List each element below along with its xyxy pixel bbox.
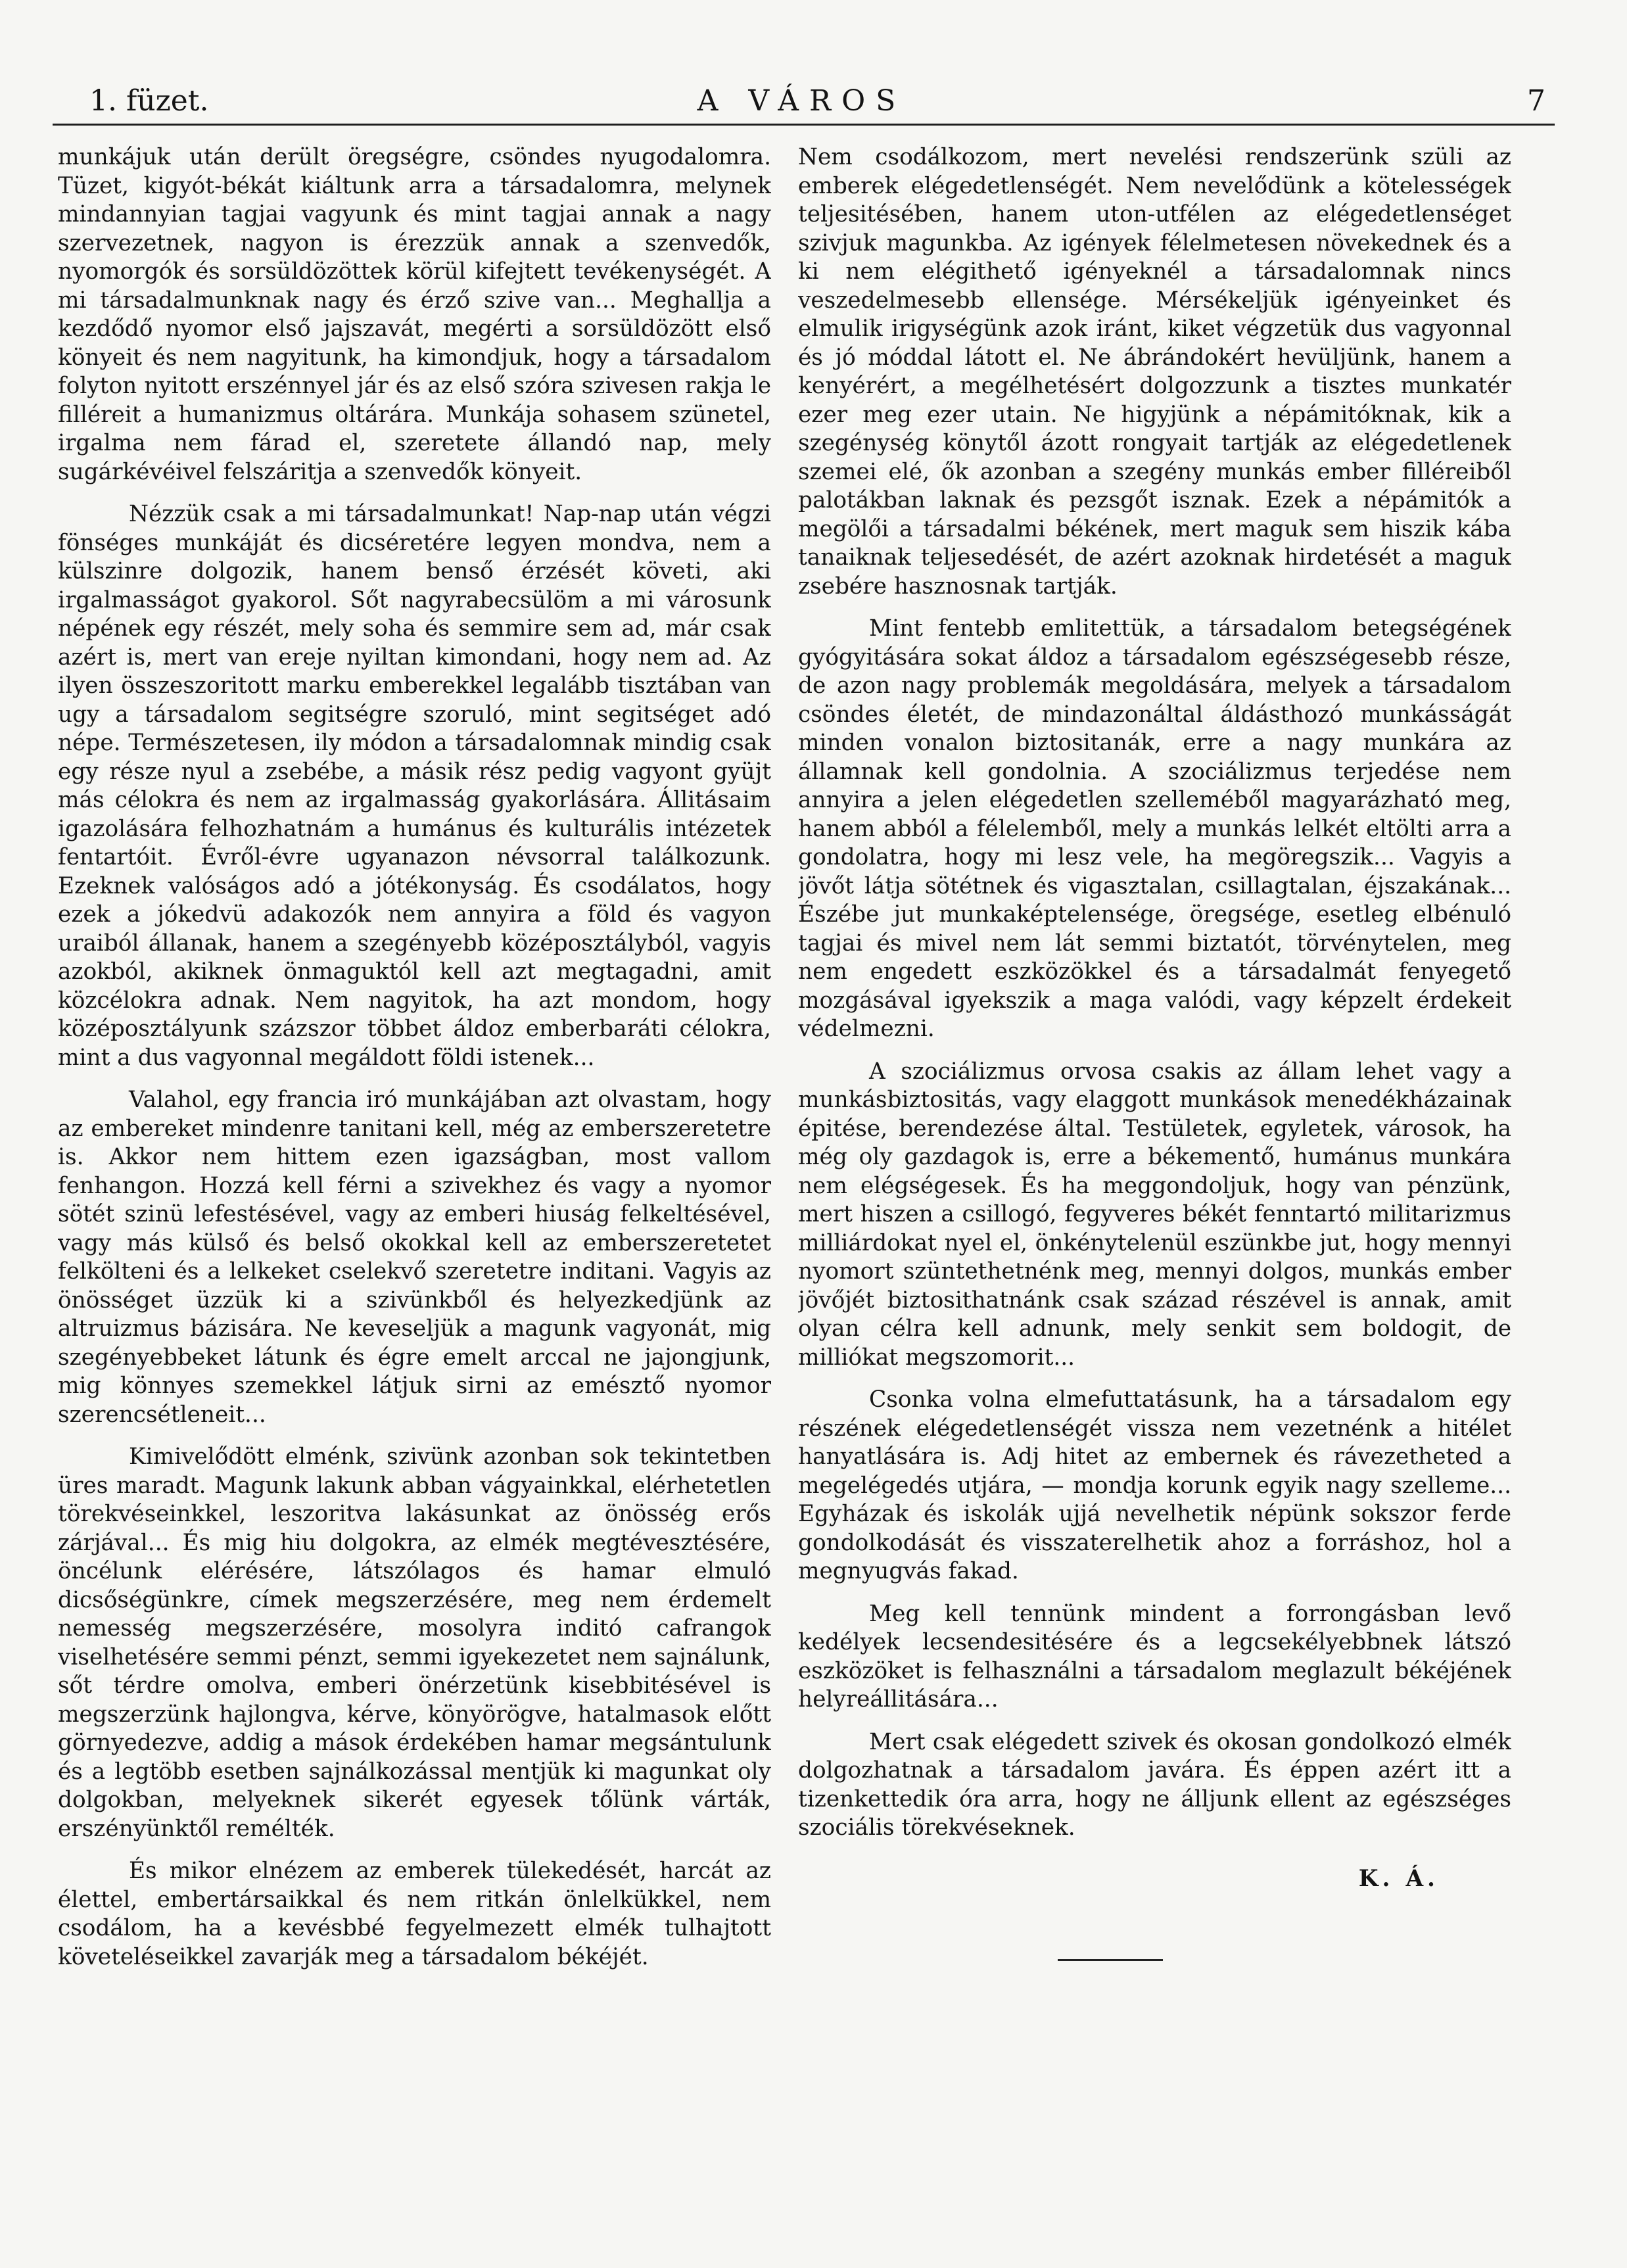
right-column: [798, 143, 1511, 2214]
page-number: 7: [1527, 84, 1545, 118]
issue-label: 1. füzet.: [89, 84, 209, 118]
end-rule: [1058, 1959, 1163, 1961]
paragraph: Kimivelődött elménk, szivünk azonban sok tekintetben üres maradt. Magunk lakunk abban vágyainkkal, elérhetetlen törekvéseinkkel, leszoritva lakásunkat az önösség erős zárjával... És mig hiu dolgokra, az elmék megtévesztésére, öncélunk elérésére, látszólagos és hamar elmuló dicsőségünkre, címek megszerzésére, meg nem érdemelt nemesség megszerzésére, mosolyra inditó cafrangok viselhetésére semmi pénzt, semmi igyekezetet nem sajnálunk, sőt térdre omolva, emberi önérzetünk kisebbitésével is megszerzünk hajlongva, kérve, könyörögve, hatalmasok előtt görnyedezve, addig a mások érdekében hamar megsántulunk és a legtöbb esetben sajnálkozással mentjük ki magunkat oly dolgokban, melyeknek sikerét egyesek tőlünk várták, erszényünktől remélték.: [58, 1444, 771, 1842]
paragraph: Valahol, egy francia iró munkájában azt olvastam, hogy az embereket mindenre tanitani kell, még az emberszeretetre is. Akkor nem hittem ezen igazságban, most vallom fenhangon. Hozzá kell férni a szivekhez és vagy a nyomor sötét szinü lefestésével, vagy az emberi hiuság felkeltésével, vagy más külső és belső okokkal kell az emberszeretetet felkölteni és a lelkeket cselekvő szeretetre inditani. Vagyis az önösséget üzzük ki a szivünkből és helyezkedjünk az altruizmus bázisára. Ne keveseljük a magunk vagyonát, mig szegényebbeket látunk és égre emelt arccal ne jajongjunk, mig könnyes szemekkel látjuk sirni az emésztő nyomor szerencsétleneit...: [58, 1087, 771, 1428]
journal-title: A VÁROS: [697, 84, 907, 118]
paragraph: A szociálizmus orvosa csakis az állam lehet vagy a munkásbiztositás, vagy elaggott munkások menedékházainak épitése, berendezése által. Testületek, egyletek, városok, ha még oly gazdagok is, erre a békementő, humánus munkára nem elégségesek. És ha meggondoljuk, hogy van pénzünk, mert hiszen a csillogó, fegyveres békét fenntartó militarizmus milliárdokat nyel el, önkénytelenül eszünkbe jut, hogy mennyi nyomort szüntethetnénk meg, mennyi dolgos, munkás ember jövőjét biztosithatnánk csak század részével is annak, amit olyan célra kell adnunk, mely senkit sem boldogit, de milliókat megszomorit...: [798, 1058, 1511, 1371]
paragraph: Mert csak elégedett szivek és okosan gondolkozó elmék dolgozhatnak a társadalom javára. És éppen azért itt a tizenkettedik óra arra, hogy ne álljunk ellent az egészséges szociális törekvéseknek.: [798, 1728, 1511, 1841]
paragraph: Nem csodálkozom, mert nevelési rendszerünk szüli az emberek elégedetlenségét. Nem nevelődünk a kötelességek teljesitésében, hanem uton-utfélen az elégedetlenséget szivjuk magunkba. Az igények félelmetesen növekednek és a ki nem elégithető igényeknél a társadalomnak nincs veszedelmesebb ellensége. Mérsékeljük igényeinket és elmulik irigységünk azok iránt, kiket végzetük dus vagyonnal és jó móddal látott el. Ne ábrándokért hevüljünk, hanem a kenyérért, a megélhetésért dolgozzunk a tisztes munkatér ezer meg ezer utain. Ne higyjünk a népámitóknak, kik a szegénység könytől ázott rongyait tartják az elégedetlenek szemei elé, ők azonban a szegény munkás ember filléreiből palotákban laknak és pezsgőt isznak. Ezek a népámitók a megölői a társadalmi békének, mert maguk sem hiszik kába tanaiknak teljesedését, de azért azoknak hirdetését a maguk zsebére hasznosnak tartják.: [798, 144, 1511, 600]
left-column: [58, 143, 771, 2214]
paragraph: Meg kell tennünk mindent a forrongásban levő kedélyek lecsendesitésére és a legcsekélyebbnek látszó eszközöket is felhasználni a társadalom meglazult békéjének helyreállitására...: [798, 1600, 1511, 1713]
paragraph: munkájuk után derült öregségre, csöndes nyugodalomra. Tüzet, kigyót-békát kiáltunk arra a társadalomra, melynek mindannyian tagjai vagyunk és mint tagjai annak a nagy szervezetnek, nagyon is érezzük annak a szenvedők, nyomorgók és sorsüldözöttek körül kifejtett tevékenységét. A mi társadalmunknak nagy és érző szive van... Meghallja a kezdődő nyomor első jajszavát, megérti a sorsüldözött első könyeit és nem nagyitunk, ha kimondjuk, hogy a társadalom folyton nyitott erszénnyel jár és az első szóra szivesen rakja le filléreit a humanizmus oltárára. Munkája sohasem szünetel, irgalma nem fárad el, szeretete állandó nap, mely sugárkévéivel felszáritja a szenvedők könyeit.: [58, 144, 771, 485]
paragraph: Nézzük csak a mi társadalmunkat! Nap-nap után végzi fönséges munkáját és dicséretére legyen mondva, nem a külszinre dolgozik, hanem benső érzését követi, aki irgalmasságot gyakorol. Sőt nagyrabecsülöm a mi városunk népének egy részét, mely soha és semmire sem ad, már csak azért is, mert van ereje nyiltan kimondani, hogy nem ad. Az ilyen összeszoritott marku emberekkel legalább tisztában van ugy a társadalom segitségre szoruló, mint segitséget adó népe. Természetesen, ily módon a társadalomnak mindig csak egy része nyul a zsebébe, a másik rész pedig vagyont gyüjt más célokra és nem az irgalmasság gyakorlására. Állitásaim igazolására felhozhatnám a humánus és kulturális intézetek fentartóit. Évről-évre ugyanazon névsorral találkozunk. Ezeknek valóságos adó a jótékonyság. És csodálatos, hogy ezek a jókedvü adakozók nem annyira a föld és vagyon uraiból állanak, hanem a szegényebb középosztályból, vagyis azokból, akiknek önmaguktól kell azt megtagadni, amit közcélokra adnak. Nem nagyitok, ha azt mondom, hogy középosztályunk százszor többet áldoz emberbaráti célokra, mint a dus vagyonnal megáldott földi istenek...: [58, 501, 771, 1071]
paragraph: Csonka volna elmefuttatásunk, ha a társadalom egy részének elégedetlenségét vissza nem vezetnénk a hitélet hanyatlására is. Adj hitet az embernek és rávezetheted a megelégedés utjára, — mondja korunk egyik nagy szelleme... Egyházak és iskolák ujjá nevelhetik népünk sokszor ferde gondolkodását és visszaterelhetik ahoz a forráshoz, hol a megnyugvás fakad.: [798, 1386, 1511, 1584]
paragraph: Mint fentebb emlitettük, a társadalom betegségének gyógyitására sokat áldoz a társadalom egészségesebb része, de azon nagy problemák megoldására, melyek a társadalom csöndes életét, de mindazonáltal áldásthozó munkásságát minden vonalon biztositanák, erre a nagy munkára az államnak kell gondolnia. A szociálizmus terjedése nem annyira a jelen elégedetlen szelleméből magyarázható meg, hanem abból a félelemből, mely a munkás lelkét eltölti arra a gondolatra, hogy mi lesz vele, ha megöregszik... Vagyis a jövőt látja sötétnek és vigasztalan, csillagtalan, éjszakának... Észébe jut munkaképtelensége, öregsége, esetleg elbénuló tagjai és mivel nem lát semmi biztatót, törvénytelen, meg nem engedett eszközökkel és a társadalmát fenyegető mozgásával igyekszik a maga valódi, vagy képzelt érdekeit védelmezni.: [798, 615, 1511, 1042]
author-signature: K. Á.: [1358, 1865, 1439, 1892]
page-header: [47, 78, 1556, 124]
header-rule: [53, 124, 1555, 126]
paragraph: És mikor elnézem az emberek tülekedését, harcát az élettel, embertársaikkal és nem ritkán önlelkükkel, nem csodálom, ha a kevésbbé fegyelmezett elmék tulhajtott követeléseikkel zavarják meg a társadalom békéjét.: [58, 1858, 771, 1970]
